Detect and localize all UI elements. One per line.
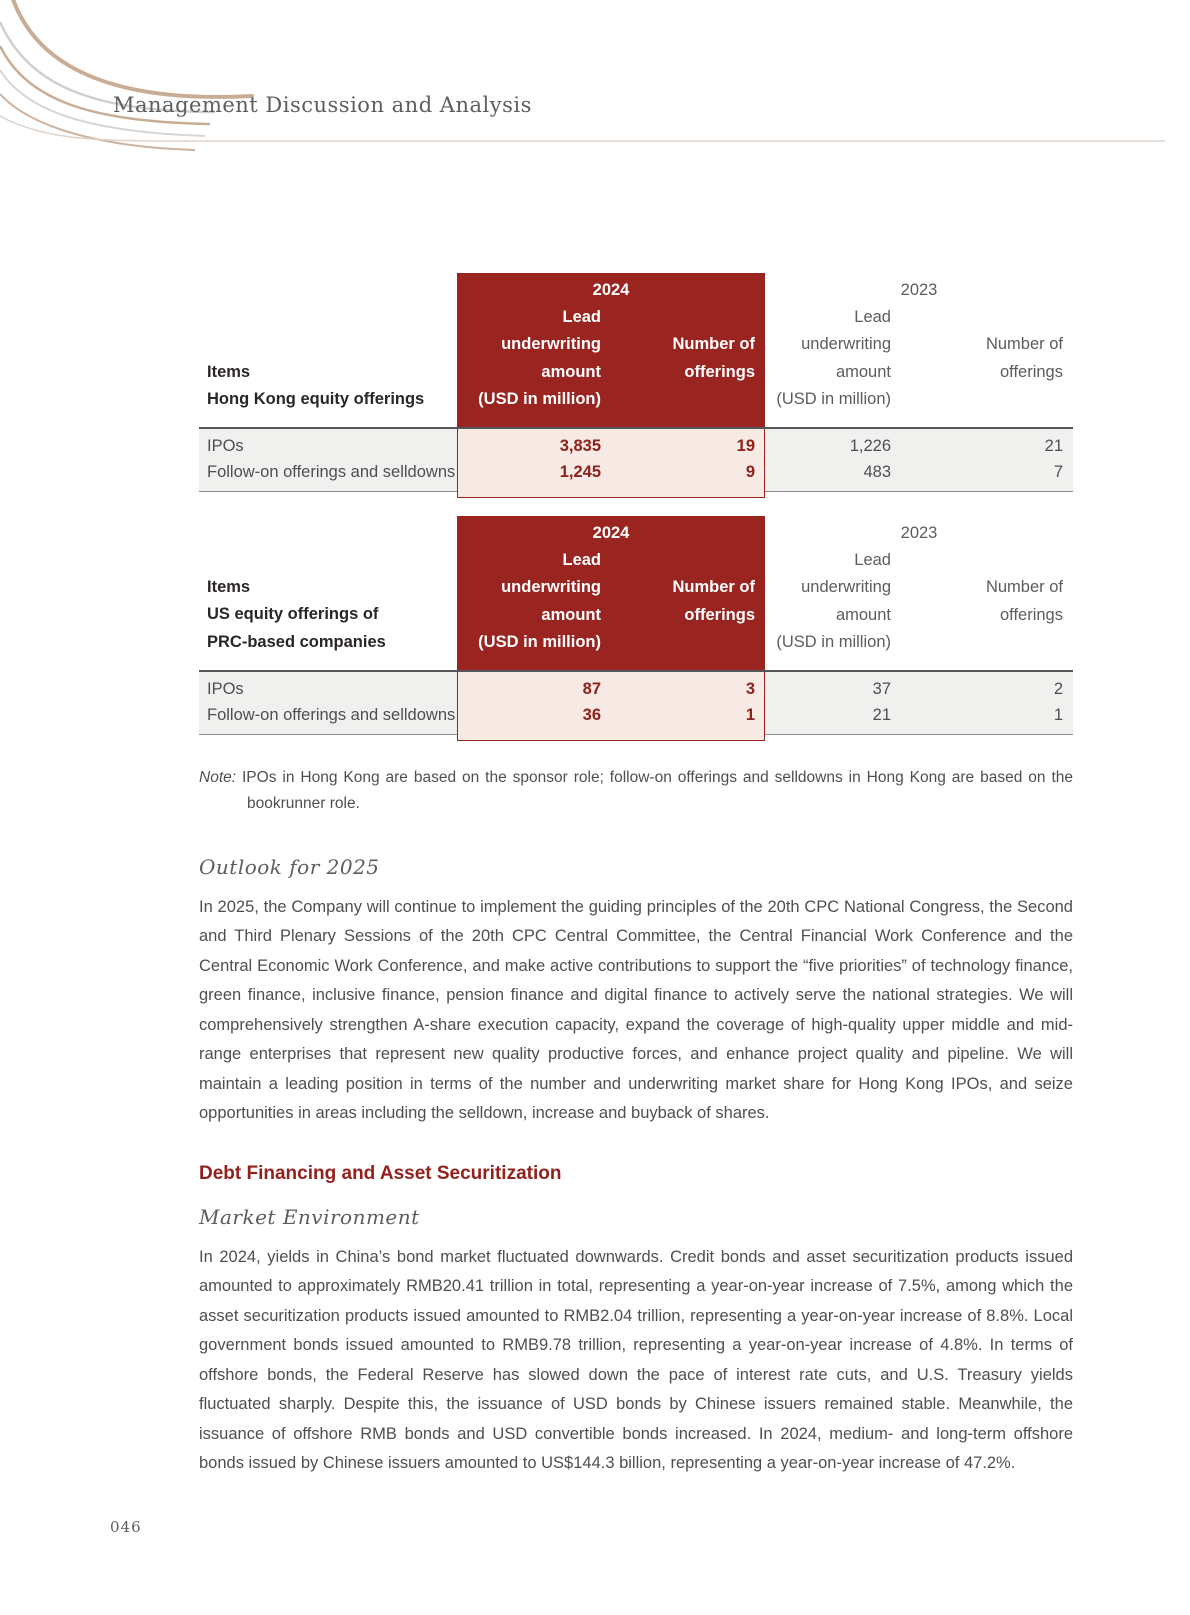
col-header-2023-number-of: Number of	[985, 578, 1063, 597]
amount-2024: 87	[582, 679, 601, 698]
col-header-2024-offerings: offerings	[684, 362, 755, 381]
year-2023-label: 2023	[900, 281, 938, 299]
offerings-2024: 19	[736, 436, 755, 455]
col-header-2023-amount: amount	[835, 605, 891, 624]
offerings-2023: 7	[1053, 462, 1063, 481]
row-label: IPOs	[207, 679, 244, 698]
col-header-2024-amount: amount	[541, 362, 601, 381]
market-environment-paragraph: In 2024, yields in China’s bond market fluctuated downwards. Credit bonds and asset securitization products issued amounted to approximately RMB20.41 trillion in total, representing a year-on-year increase of 7.5%, among which the asset securitization products issued amounted to RMB2.04 trillion, representing a year-on-year increase of 8.8%. Local government bonds issued amounted to RMB9.78 trillion, representing a year-on-year increase of 4.8%. In terms of offshore bonds, the Federal Reserve has slowed down the pace of interest rate cuts, and U.S. Treasury yields fluctuated sharply. Despite this, the issuance of USD bonds by Chinese issuers remained stable. Meanwhile, the issuance of offshore RMB bonds and USD convertible bonds increased. In 2024, medium- and long-term offshore bonds issued by Chinese issuers amounted to US$144.3 billion, representing a year-on-year increase of 47.2%.	[199, 1247, 1073, 1473]
offerings-2024: 3	[745, 679, 755, 698]
content-column	[199, 141, 1073, 1479]
items-header	[199, 574, 386, 656]
items-category: PRC-based companies	[207, 632, 386, 651]
outlook-paragraph: In 2025, the Company will continue to implement the guiding principles of the 20th CPC National Congress, the Second and Third Plenary Sessions of the 20th CPC Central Committee, the Central Financial Work Conference and the Central Economic Work Conference, and make active contributions to support the “five priorities” of technology finance, green finance, inclusive finance, pension finance and digital finance to actively serve the national strategies. We will comprehensively strengthen A-share execution capacity, expand the coverage of high-quality upper middle and mid-range enterprises that represent new quality productive forces, and enhance project quality and pipeline. We will maintain a leading position in terms of the number and underwriting market share for Hong Kong IPOs, and seize opportunities in areas including the selldown, increase and buyback of shares.	[199, 897, 1073, 1123]
amount-2023: 21	[872, 705, 891, 724]
note-label: Note:	[199, 768, 237, 786]
col-header-2023-offerings: offerings	[1000, 362, 1063, 381]
col-header-2023-underwriting: underwriting	[801, 335, 891, 354]
col-header-2023-lead: Lead	[854, 308, 891, 327]
items-header	[199, 359, 424, 413]
table-row	[199, 676, 1073, 702]
top-spacer	[199, 141, 1073, 273]
amount-2024: 36	[582, 705, 601, 724]
col-header-2023-lead: Lead	[854, 551, 891, 570]
col-header-2023-offerings: offerings	[1000, 605, 1063, 624]
debt-financing-heading: Debt Financing and Asset Securitization	[199, 1162, 562, 1184]
amount-2023: 1,226	[849, 436, 891, 455]
year-2024-label: 2024	[592, 281, 630, 299]
offerings-2023: 2	[1053, 679, 1063, 698]
col-header-2024-lead: Lead	[562, 551, 601, 570]
table-body	[199, 427, 1073, 492]
table-body	[199, 670, 1073, 735]
offerings-2023: 1	[1053, 705, 1063, 724]
row-label: Follow-on offerings and selldowns	[207, 705, 456, 724]
col-header-2024-underwriting: underwriting	[501, 335, 601, 354]
year-2024-label: 2024	[592, 523, 630, 542]
us-equity-offerings-table	[199, 516, 1073, 735]
col-header-2024-number-of: Number of	[672, 578, 755, 597]
items-label: Items	[207, 578, 251, 597]
col-header-2023-amount: amount	[835, 362, 891, 381]
col-header-2024-offerings: offerings	[684, 605, 755, 624]
col-header-2024-lead: Lead	[562, 308, 601, 327]
year-2023-label: 2023	[900, 523, 938, 542]
page-number: 046	[110, 1518, 142, 1536]
offerings-2024: 1	[745, 705, 755, 724]
table-row	[199, 433, 1073, 459]
amount-2023: 37	[872, 679, 891, 698]
row-label: IPOs	[207, 436, 244, 455]
note-text: IPOs in Hong Kong are based on the sponsor role; follow-on offerings and selldowns in Hong Kong are based on the bookrunner role.	[242, 768, 1073, 812]
outlook-heading: Outlook for 2025	[199, 854, 380, 879]
col-header-2023-underwriting: underwriting	[801, 578, 891, 597]
col-header-2023-usd: (USD in million)	[776, 389, 891, 408]
amount-2024: 3,835	[559, 436, 601, 455]
items-category: US equity offerings of	[207, 605, 379, 624]
col-header-2024-usd: (USD in million)	[478, 389, 601, 408]
masthead	[0, 0, 1190, 160]
items-label: Items	[207, 362, 251, 381]
market-environment-heading: Market Environment	[199, 1204, 420, 1229]
table-row	[199, 459, 1073, 485]
table-note	[199, 765, 1073, 817]
amount-2024: 1,245	[559, 462, 601, 481]
table-row	[199, 702, 1073, 728]
hk-equity-offerings-table	[199, 273, 1073, 492]
table-header	[199, 273, 1073, 427]
col-header-2024-underwriting: underwriting	[501, 578, 601, 597]
offerings-2024: 9	[745, 462, 755, 481]
items-category: Hong Kong equity offerings	[207, 389, 425, 408]
col-header-2023-number-of: Number of	[985, 335, 1063, 354]
col-header-2023-usd: (USD in million)	[776, 632, 891, 651]
offerings-2023: 21	[1044, 436, 1063, 455]
col-header-2024-number-of: Number of	[672, 335, 755, 354]
col-header-2024-usd: (USD in million)	[478, 632, 601, 651]
page-header-title: Management Discussion and Analysis	[113, 93, 532, 117]
amount-2023: 483	[863, 462, 891, 481]
table-header	[199, 516, 1073, 670]
row-label: Follow-on offerings and selldowns	[207, 462, 456, 481]
col-header-2024-amount: amount	[541, 605, 601, 624]
